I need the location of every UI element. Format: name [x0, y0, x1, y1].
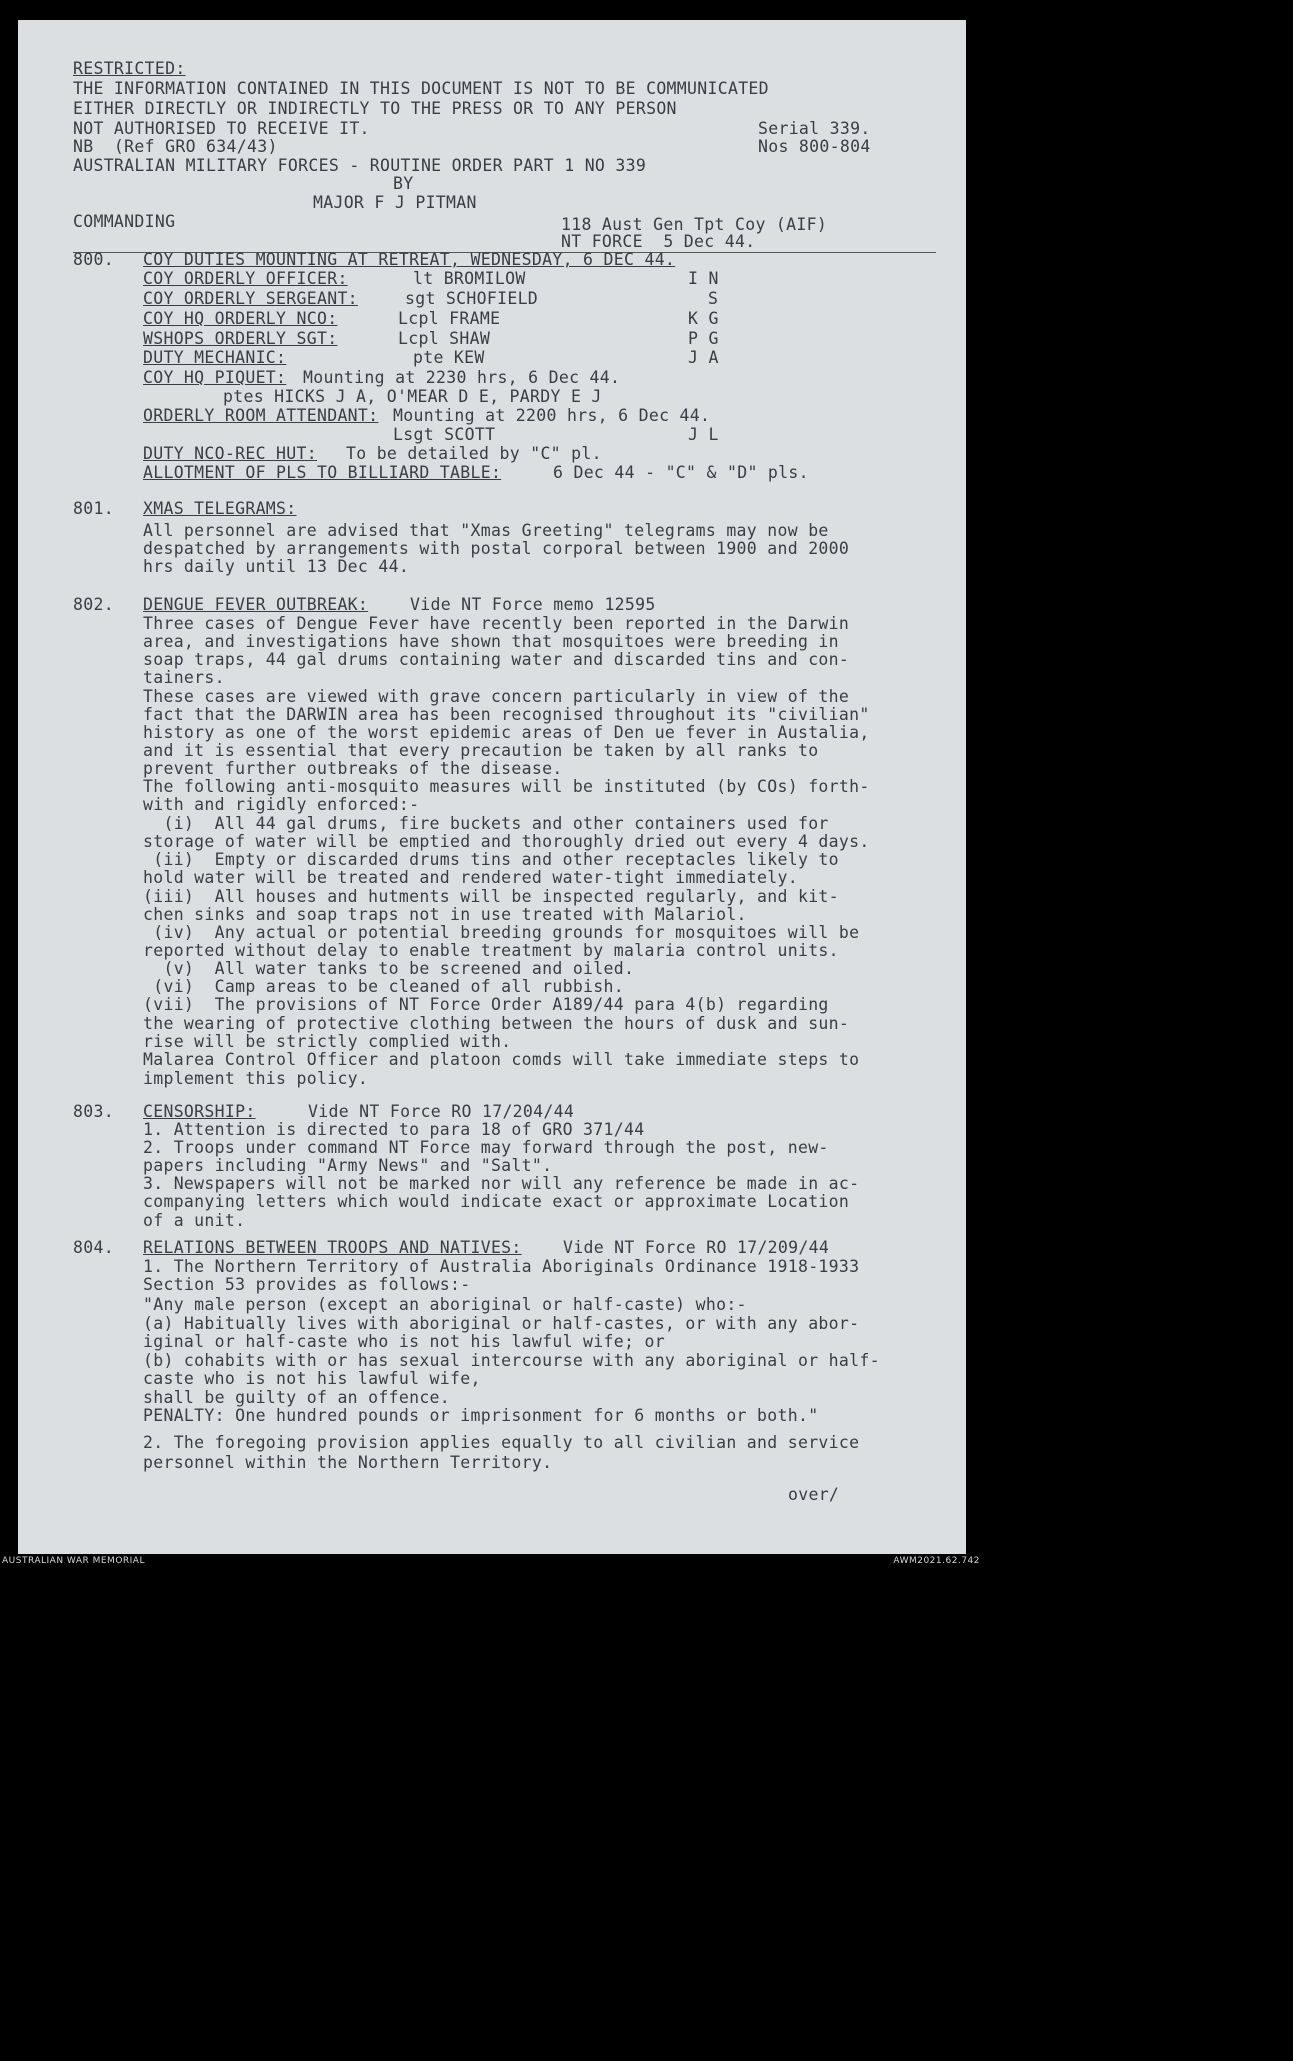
duty-role: DUTY MECHANIC:: [143, 348, 287, 367]
notice-line-3: NOT AUTHORISED TO RECEIVE IT.: [73, 119, 370, 138]
body-line: (iv) Any actual or potential breeding grounds for mosquitoes will be: [143, 923, 860, 942]
duty-initials: K G: [688, 309, 719, 328]
duty-initials: J A: [688, 348, 719, 367]
duty-initials: P G: [688, 329, 719, 348]
orderly-room-name: Lsgt SCOTT: [393, 425, 496, 444]
piquet-text: Mounting at 2230 hrs, 6 Dec 44.: [303, 368, 621, 387]
body-line: the wearing of protective clothing between the hours of dusk and sun-: [143, 1014, 850, 1033]
body-line: and it is essential that every precaution be taken by all ranks to: [143, 741, 819, 760]
body-line: caste who is not his lawful wife,: [143, 1369, 481, 1388]
body-line: (b) cohabits with or has sexual intercourse with any aboriginal or half-: [143, 1351, 880, 1370]
body-line: These cases are viewed with grave concern particularly in view of the: [143, 687, 850, 706]
duty-nco-label: DUTY NCO-REC HUT:: [143, 444, 317, 463]
body-line: (ii) Empty or discarded drums tins and other receptacles likely to: [143, 850, 839, 869]
section-803-title: CENSORSHIP:: [143, 1102, 256, 1121]
body-line: Section 53 provides as follows:-: [143, 1275, 471, 1294]
duty-initials: S: [708, 289, 719, 308]
body-line: storage of water will be emptied and thoroughly dried out every 4 days.: [143, 832, 870, 851]
body-line: PENALTY: One hundred pounds or imprisonment for 6 months or both.": [143, 1406, 819, 1425]
officer-name: MAJOR F J PITMAN: [313, 193, 477, 212]
body-line: chen sinks and soap traps not in use treated with Malariol.: [143, 905, 747, 924]
duty-role: COY ORDERLY SERGEANT:: [143, 289, 358, 308]
body-line: (iii) All houses and hutments will be inspected regularly, and kit-: [143, 887, 839, 906]
section-802-reference: Vide NT Force memo 12595: [410, 595, 656, 614]
section-803-reference: Vide NT Force RO 17/204/44: [308, 1102, 575, 1121]
location-date: NT FORCE 5 Dec 44.: [561, 232, 756, 251]
section-803-number: 803.: [73, 1102, 114, 1121]
section-804-reference: Vide NT Force RO 17/209/44: [563, 1238, 830, 1257]
section-804-number: 804.: [73, 1238, 114, 1257]
body-line: 2. Troops under command NT Force may forward through the post, new-: [143, 1138, 829, 1157]
duty-name: sgt SCHOFIELD: [405, 289, 539, 308]
by-label: BY: [393, 174, 414, 193]
document-page: [18, 20, 966, 1554]
reference: NB (Ref GRO 634/43): [73, 137, 278, 156]
body-line: companying letters which would indicate exact or approximate Location: [143, 1192, 850, 1211]
body-line: (vi) Camp areas to be cleaned of all rubbish.: [143, 977, 624, 996]
order-numbers: Nos 800-804: [758, 137, 871, 156]
archive-reference: AWM2021.62.742: [893, 1556, 980, 1566]
commanding-label: COMMANDING: [73, 212, 176, 231]
body-line: soap traps, 44 gal drums containing water and discarded tins and con-: [143, 650, 850, 669]
piquet-names: ptes HICKS J A, O'MEAR D E, PARDY E J: [223, 387, 602, 406]
body-line: rise will be strictly complied with.: [143, 1032, 512, 1051]
piquet-label: COY HQ PIQUET:: [143, 368, 287, 387]
orderly-room-label: ORDERLY ROOM ATTENDANT:: [143, 406, 379, 425]
body-line: iginal or half-caste who is not his lawful wife; or: [143, 1332, 665, 1351]
body-line: (i) All 44 gal drums, fire buckets and other containers used for: [143, 814, 829, 833]
body-line: despatched by arrangements with postal corporal between 1900 and 2000: [143, 539, 850, 558]
section-801-title: XMAS TELEGRAMS:: [143, 499, 297, 518]
body-line: area, and investigations have shown that mosquitoes were breeding in: [143, 632, 839, 651]
section-802-title: DENGUE FEVER OUTBREAK:: [143, 595, 369, 614]
duty-initials: I N: [688, 269, 719, 288]
body-line: 1. Attention is directed to para 18 of GRO 371/44: [143, 1120, 645, 1139]
body-line: Malarea Control Officer and platoon comds will take immediate steps to: [143, 1050, 860, 1069]
duty-name: lt BROMILOW: [413, 269, 526, 288]
body-line: 3. Newspapers will not be marked nor will any reference be made in ac-: [143, 1174, 860, 1193]
billiard-label: ALLOTMENT OF PLS TO BILLIARD TABLE:: [143, 463, 502, 482]
serial-number: Serial 339.: [758, 119, 871, 138]
body-line: with and rigidly enforced:-: [143, 795, 420, 814]
section-800-title: COY DUTIES MOUNTING AT RETREAT, WEDNESDAY, 6 DEC 44.: [143, 250, 676, 269]
section-800-number: 800.: [73, 250, 114, 269]
body-line: reported without delay to enable treatment by malaria control units.: [143, 941, 839, 960]
billiard-text: 6 Dec 44 - "C" & "D" pls.: [553, 463, 809, 482]
body-line: history as one of the worst epidemic areas of Den ue fever in Austalia,: [143, 723, 870, 742]
body-line: papers including "Army News" and "Salt".: [143, 1156, 553, 1175]
body-line: of a unit.: [143, 1211, 246, 1230]
orderly-room-initials: J L: [688, 425, 719, 444]
duty-name: Lcpl FRAME: [398, 309, 501, 328]
notice-line-1: THE INFORMATION CONTAINED IN THIS DOCUMENT IS NOT TO BE COMMUNICATED: [73, 79, 769, 98]
body-line: tainers.: [143, 668, 225, 687]
duty-role: COY ORDERLY OFFICER:: [143, 269, 348, 288]
body-line: "Any male person (except an aboriginal or half-caste) who:-: [143, 1295, 747, 1314]
body-line: 1. The Northern Territory of Australia Aboriginals Ordinance 1918-1933: [143, 1257, 860, 1276]
body-line: hold water will be treated and rendered water-tight immediately.: [143, 868, 798, 887]
duty-nco-text: To be detailed by "C" pl.: [346, 444, 602, 463]
section-804-title: RELATIONS BETWEEN TROOPS AND NATIVES:: [143, 1238, 522, 1257]
body-line: 2. The foregoing provision applies equally to all civilian and service: [143, 1433, 860, 1452]
body-line: shall be guilty of an offence.: [143, 1388, 451, 1407]
body-line: Three cases of Dengue Fever have recently been reported in the Darwin: [143, 614, 850, 633]
section-801-number: 801.: [73, 499, 114, 518]
body-line: (v) All water tanks to be screened and oiled.: [143, 959, 635, 978]
duty-name: Lcpl SHAW: [398, 329, 491, 348]
notice-line-2: EITHER DIRECTLY OR INDIRECTLY TO THE PRESS OR TO ANY PERSON: [73, 99, 677, 118]
over-marker: over/: [788, 1485, 840, 1504]
body-line: fact that the DARWIN area has been recognised throughout its "civilian": [143, 705, 870, 724]
body-line: (a) Habitually lives with aboriginal or half-castes, or with any abor-: [143, 1314, 860, 1333]
body-line: hrs daily until 13 Dec 44.: [143, 557, 410, 576]
orderly-room-text: Mounting at 2200 hrs, 6 Dec 44.: [393, 406, 711, 425]
duty-role: WSHOPS ORDERLY SGT:: [143, 329, 338, 348]
unit-name: 118 Aust Gen Tpt Coy (AIF): [561, 215, 828, 234]
body-line: implement this policy.: [143, 1069, 369, 1088]
body-line: The following anti-mosquito measures will be instituted (by COs) forth-: [143, 777, 870, 796]
body-line: personnel within the Northern Territory.: [143, 1453, 553, 1472]
document-title: AUSTRALIAN MILITARY FORCES - ROUTINE ORDER PART 1 NO 339: [73, 156, 647, 175]
section-802-number: 802.: [73, 595, 114, 614]
body-line: (vii) The provisions of NT Force Order A189/44 para 4(b) regarding: [143, 995, 829, 1014]
body-line: All personnel are advised that "Xmas Greeting" telegrams may now be: [143, 521, 829, 540]
duty-name: pte KEW: [413, 348, 485, 367]
body-line: prevent further outbreaks of the disease.: [143, 759, 563, 778]
duty-role: COY HQ ORDERLY NCO:: [143, 309, 338, 328]
archive-credit: AUSTRALIAN WAR MEMORIAL: [2, 1556, 145, 1566]
restricted-label: RESTRICTED:: [73, 59, 186, 78]
